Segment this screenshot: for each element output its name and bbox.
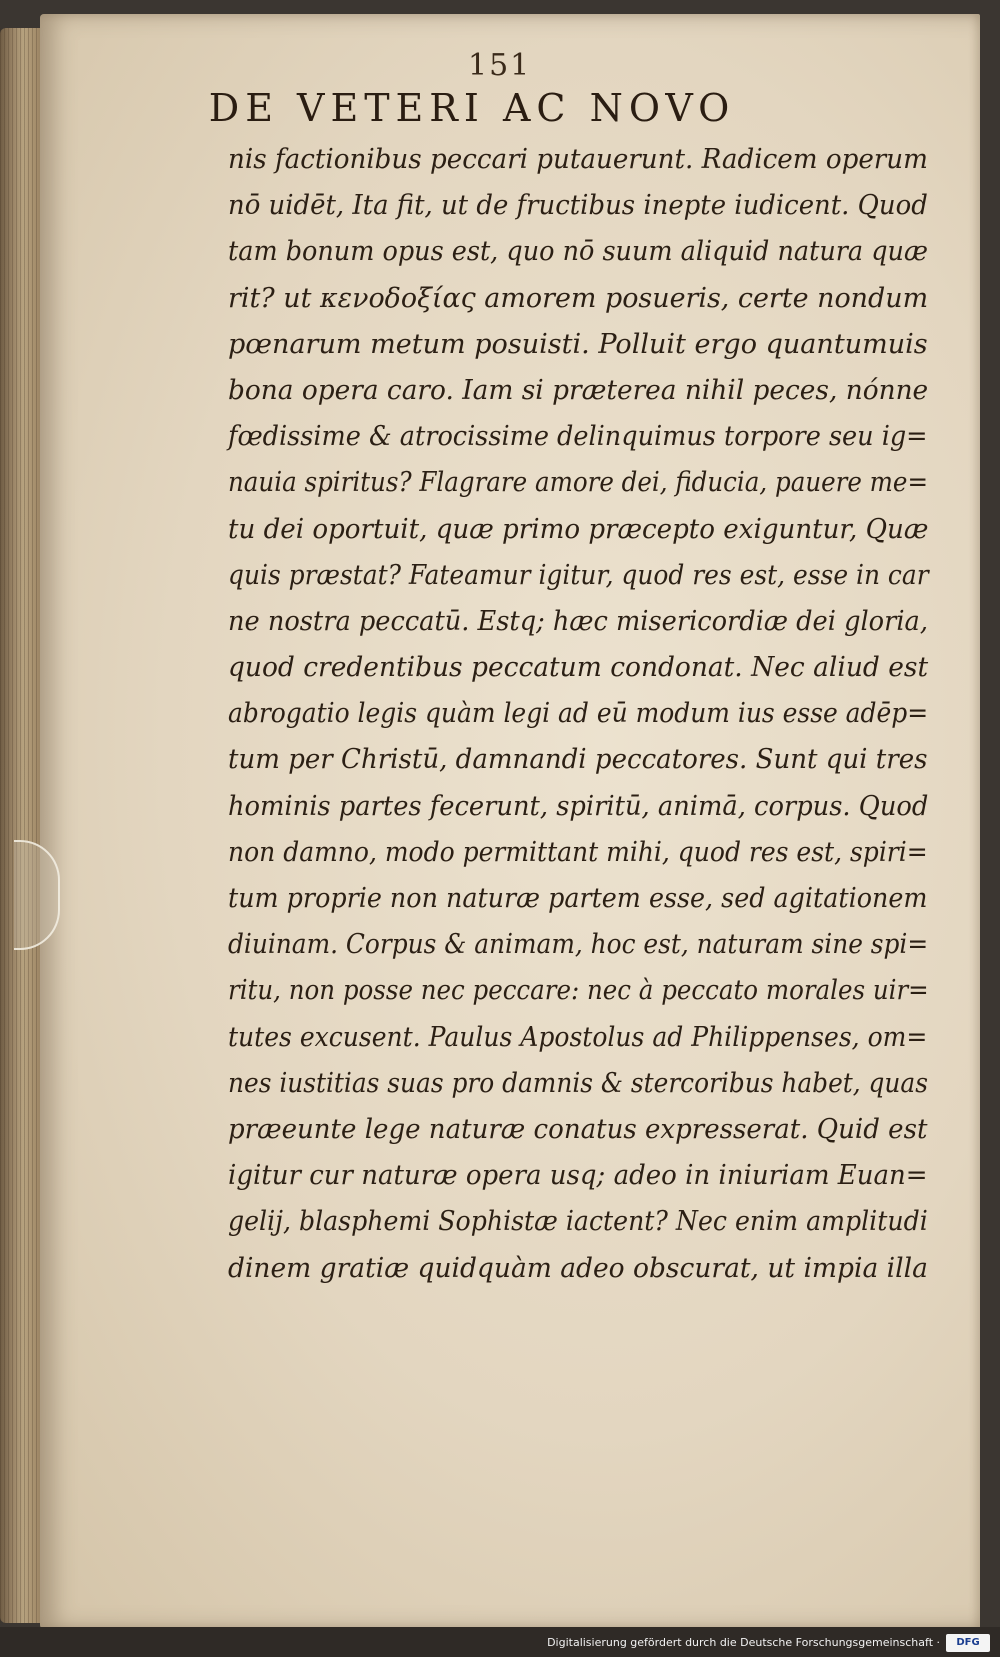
text-line: nes iustitias suas pro damnis & stercoribus habet, quas <box>228 1066 928 1099</box>
text-line: tutes excusent. Paulus Apostolus ad Philippenses, om= <box>228 1020 928 1053</box>
text-line: præeunte lege naturæ conatus expresserat. Quid est <box>228 1112 928 1145</box>
text-line: fœdissime & atrocissime delinquimus torpore seu ig= <box>228 420 928 453</box>
text-line: non damno, modo permittant mihi, quod res est, spiri= <box>228 835 928 868</box>
text-line: rit? ut κενοδοξίας amorem posueris, certe nondum <box>228 281 929 314</box>
text-line: igitur cur naturæ opera usq; adeo in iniuriam Euan= <box>228 1159 928 1192</box>
text-line: diuinam. Corpus & animam, hoc est, naturam sine spi= <box>228 928 929 961</box>
text-line: abrogatio legis quàm legi ad eū modum ius esse adēp= <box>228 697 929 730</box>
text-line: nauia spiritus? Flagrare amore dei, fiducia, pauere me= <box>228 466 929 499</box>
text-line: bona opera caro. Iam si præterea nihil peces, nónne <box>228 373 929 406</box>
digitization-credit: Digitalisierung gefördert durch die Deutsche Forschungsgemeinschaft · <box>547 1636 940 1649</box>
page-number: 151 <box>468 48 532 83</box>
text-line: tum per Christū, damnandi peccatores. Sunt qui tres <box>228 743 928 776</box>
text-line: pœnarum metum posuisti. Polluit ergo quantumuis <box>228 327 928 360</box>
text-line: quis præstat? Fateamur igitur, quod res est, esse in car <box>228 558 929 591</box>
text-line: quod credentibus peccatum condonat. Nec aliud est <box>228 651 929 684</box>
text-line: ne nostra peccatū. Estq; hæc misericordiæ dei gloria, <box>228 604 928 637</box>
dfg-logo: DFG <box>946 1634 990 1652</box>
text-line: gelij, blasphemi Sophistæ iactent? Nec enim amplitudi <box>228 1205 928 1238</box>
running-head: DE VETERI AC NOVO <box>208 86 736 130</box>
text-line: tu dei oportuit, quæ primo præcepto exiguntur, Quæ <box>228 512 929 545</box>
text-line: dinem gratiæ quidquàm adeo obscurat, ut impia illa <box>228 1251 928 1284</box>
text-line: ritu, non posse nec peccare: nec à peccato morales uir= <box>228 974 929 1007</box>
body-text <box>228 136 928 1291</box>
text-line: nis factionibus peccari putauerunt. Radicem operum <box>228 143 928 175</box>
text-line: nō uidēt, Ita fit, ut de fructibus inepte iudicent. Quod <box>228 189 928 222</box>
text-line: tum proprie non naturæ partem esse, sed agitationem <box>228 882 928 914</box>
text-line: hominis partes fecerunt, spiritū, animā, corpus. Quod <box>228 789 929 822</box>
text-line: tam bonum opus est, quo nō suum aliquid natura quæ <box>228 235 928 268</box>
